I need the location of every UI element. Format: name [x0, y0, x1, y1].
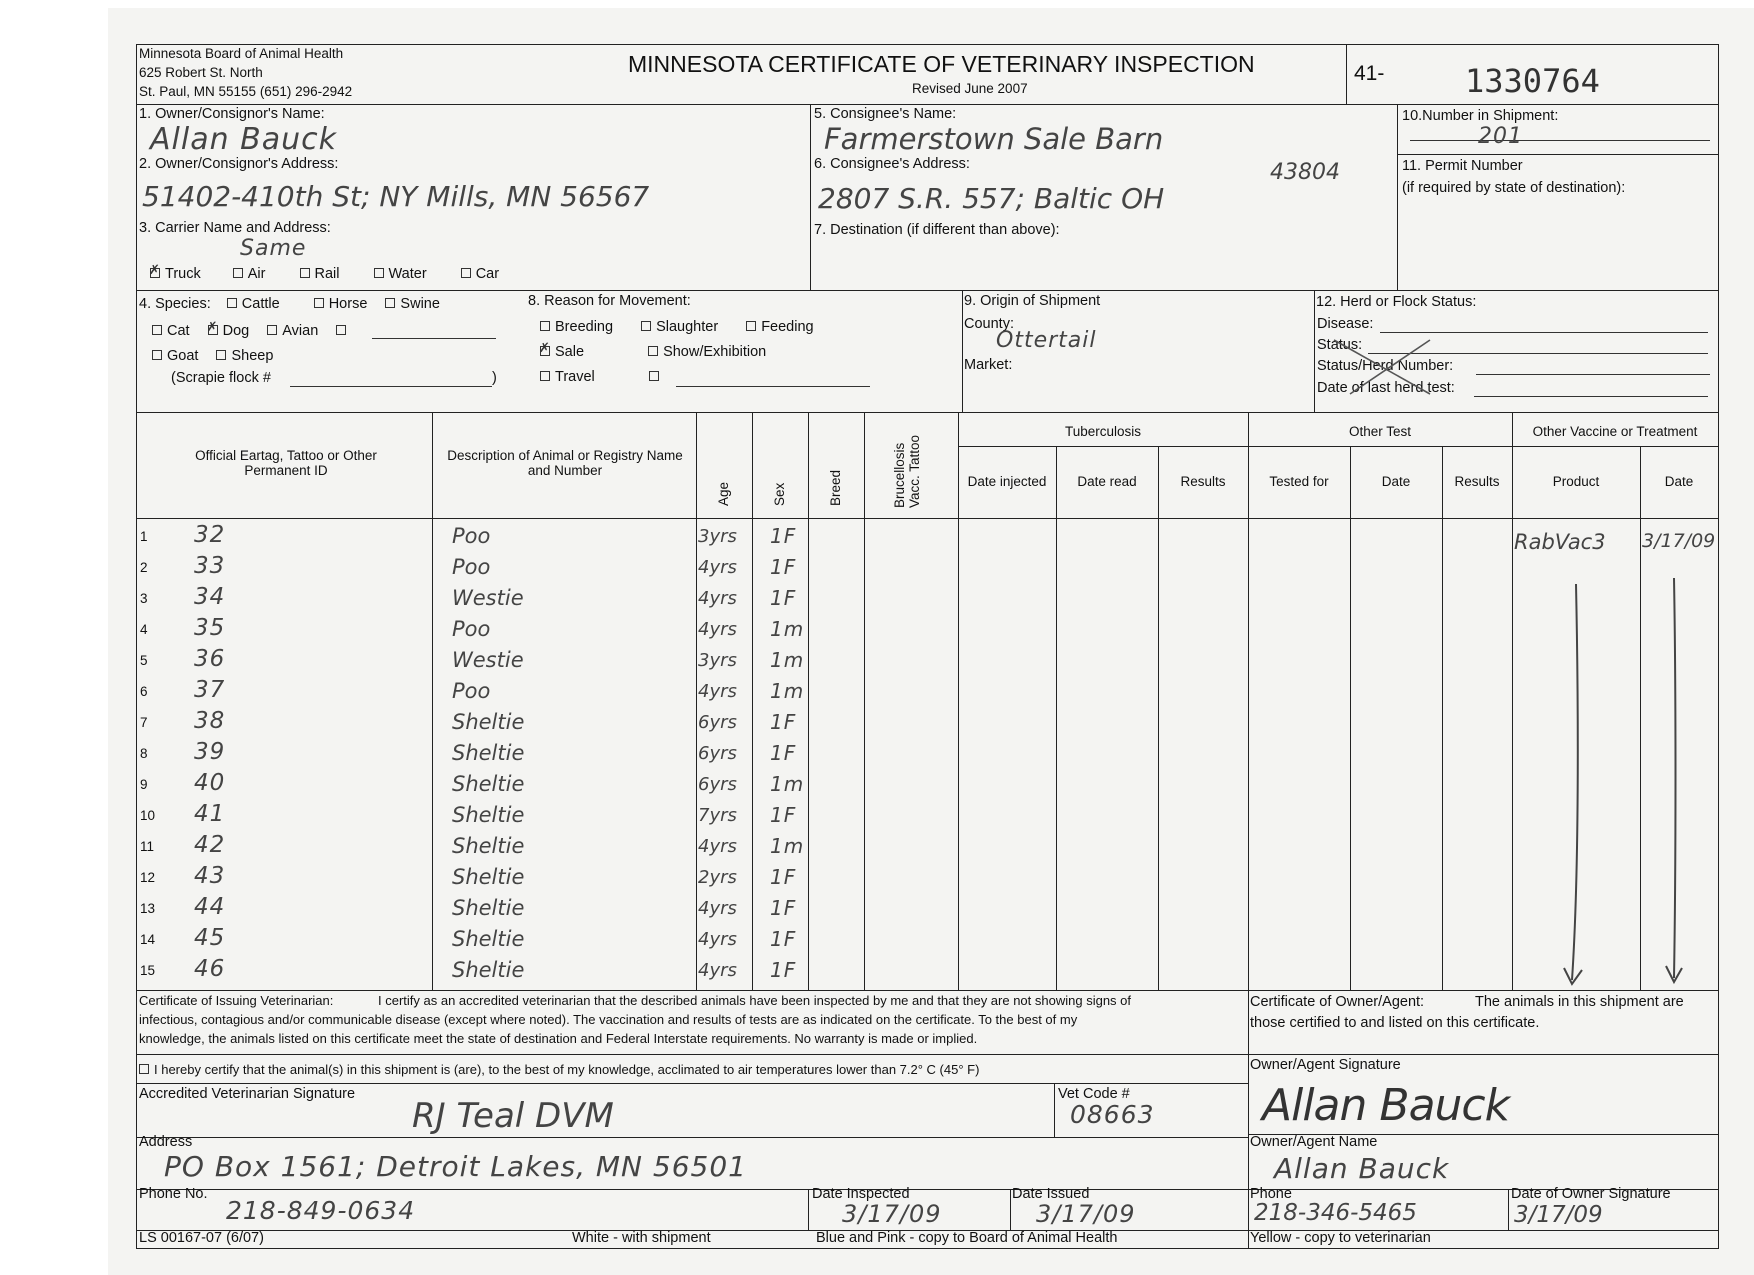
- vet-addr-divider: [136, 1137, 1248, 1138]
- vet-code-divider: [1054, 1083, 1055, 1137]
- carrier-label: 3. Carrier Name and Address:: [139, 220, 331, 236]
- row-description: Sheltie: [452, 803, 525, 827]
- feeding-label: Feeding: [761, 319, 814, 335]
- permit-label: 11. Permit Number: [1402, 158, 1523, 174]
- swine-label: Swine: [400, 296, 440, 312]
- transport-car[interactable]: [461, 266, 499, 282]
- owner-signature: Allan Bauck: [1262, 1080, 1510, 1131]
- table-row: [136, 892, 1718, 923]
- checkbox-truck[interactable]: [150, 268, 160, 278]
- owner-date-divider: [1508, 1189, 1509, 1230]
- revised-date: Revised June 2007: [912, 81, 1028, 96]
- owner-name-value: Allan Bauck: [150, 122, 337, 157]
- row-age: 4yrs: [698, 929, 737, 950]
- row-number: 11: [140, 839, 155, 854]
- owner-phone-value: 218-346-5465: [1254, 1200, 1417, 1226]
- board-street: 625 Robert St. North: [139, 65, 263, 80]
- checkbox-cat[interactable]: [152, 325, 162, 335]
- cattle-label: Cattle: [241, 296, 280, 312]
- row-id: 40: [194, 770, 226, 796]
- car-label: Car: [475, 266, 500, 282]
- col-header-breed: Breed: [828, 469, 843, 506]
- row-number: 12: [140, 870, 156, 885]
- checkbox-rail[interactable]: [300, 268, 310, 278]
- row-age: 4yrs: [698, 619, 737, 640]
- acclimated-text: I hereby certify that the animal(s) in this shipment is (are), to the best of my knowledge, acclimated to air temperatures lower than 7.2° C (45° F): [154, 1062, 980, 1077]
- row-id: 39: [194, 739, 226, 765]
- species-row-2: [152, 323, 351, 339]
- board-name: Minnesota Board of Animal Health: [139, 46, 344, 61]
- reason-slaughter[interactable]: [641, 319, 718, 335]
- row-id: 44: [194, 894, 226, 920]
- date-issued-divider: [1010, 1189, 1011, 1230]
- col-divider-4: [1314, 290, 1315, 412]
- row-number: 6: [140, 684, 148, 699]
- reason-row-3: [540, 369, 664, 385]
- table-row: [136, 830, 1718, 861]
- checkbox-sheep[interactable]: [216, 350, 226, 360]
- col-header-id: Official Eartag, Tattoo or Other Permanent ID: [195, 448, 377, 478]
- consignee-name-label: 5. Consignee's Name:: [814, 106, 957, 122]
- col-header-other-date: Date: [1381, 474, 1411, 489]
- transport-water[interactable]: [374, 266, 427, 282]
- dog-label: Dog: [222, 323, 250, 339]
- row-number: 7: [140, 715, 148, 730]
- shipment-count-label: 10.Number in Shipment:: [1402, 108, 1559, 124]
- herd-number-line: [1476, 374, 1710, 375]
- table-row: [136, 675, 1718, 706]
- cert-prefix: 41-: [1354, 62, 1385, 85]
- col-header-brucellosis: Brucellosis Vacc. Tattoo: [892, 434, 922, 508]
- row-age: 4yrs: [698, 557, 737, 578]
- table-row: [136, 613, 1718, 644]
- col-header-other-results: Results: [1454, 474, 1500, 489]
- vet-signature: RJ Teal DVM: [412, 1096, 614, 1136]
- owner-certificate-text-1: The animals in this shipment are: [1475, 994, 1684, 1010]
- species-other[interactable]: [336, 323, 351, 339]
- row-sex: 1m: [770, 648, 805, 672]
- board-city-phone: St. Paul, MN 55155 (651) 296-2942: [139, 84, 353, 99]
- transport-options: [150, 266, 499, 282]
- vet-certificate-text-3: knowledge, the animals listed on this certificate meet the state of destination and Federal Interstate requirements. No warranty is made or implied.: [139, 1031, 978, 1046]
- row-age: 4yrs: [698, 836, 737, 857]
- copy-blue-note: Blue and Pink - copy to Board of Animal Health: [816, 1230, 1118, 1246]
- row-id: 42: [194, 832, 226, 858]
- col-header-sex: Sex: [772, 482, 787, 506]
- water-label: Water: [388, 266, 427, 282]
- herd-strike-mark: [1330, 334, 1440, 404]
- species-horse[interactable]: [314, 296, 368, 312]
- row-sex: 1m: [770, 617, 805, 641]
- vet-certificate-text-2: infectious, contagious and/or communicable disease (except where noted). The vaccination and results of tests are as indicated on the certificate. To the best of my: [139, 1012, 1078, 1027]
- row-id: 34: [194, 584, 226, 610]
- horse-label: Horse: [328, 296, 368, 312]
- row-description: Poo: [452, 617, 491, 641]
- reason-row-2: [540, 344, 766, 360]
- row-number: 2: [140, 560, 148, 575]
- table-row: [136, 644, 1718, 675]
- scrapie-close: ): [492, 370, 497, 386]
- transport-rail[interactable]: [300, 266, 340, 282]
- transport-truck[interactable]: [150, 266, 201, 282]
- scrapie-line: [290, 386, 492, 387]
- vet-code-value: 08663: [1070, 1100, 1155, 1129]
- row-age: 6yrs: [698, 743, 737, 764]
- vet-sig-divider: [136, 1083, 1248, 1084]
- owner-date-value: 3/17/09: [1514, 1202, 1603, 1228]
- checkbox-sale[interactable]: [540, 346, 550, 356]
- row-sex: 1m: [770, 834, 805, 858]
- herd-disease-label: Disease:: [1317, 316, 1374, 332]
- checkbox-show[interactable]: [648, 346, 658, 356]
- header-divider: [1346, 44, 1347, 104]
- checkbox-avian[interactable]: [267, 325, 277, 335]
- row-id: 43: [194, 863, 226, 889]
- row-sex: 1F: [770, 555, 797, 579]
- row-description: Sheltie: [452, 710, 525, 734]
- row-sex: 1F: [770, 927, 797, 951]
- vet-address-label: Address: [139, 1134, 193, 1150]
- herd-last-test-line: [1474, 396, 1708, 397]
- row-description: Poo: [452, 524, 491, 548]
- species-cat[interactable]: [152, 323, 190, 339]
- col-header-product: Product: [1552, 474, 1600, 489]
- market-label: Market:: [964, 357, 1013, 373]
- rail-label: Rail: [314, 266, 340, 282]
- row-description: Poo: [452, 555, 491, 579]
- header-bottom: [136, 104, 1718, 105]
- shipment-count-line: [1410, 140, 1710, 141]
- tb-subheader-line: [958, 446, 1718, 447]
- reason-show[interactable]: [648, 344, 766, 360]
- cat-label: Cat: [167, 323, 190, 339]
- owner-sig-divider: [1248, 1054, 1718, 1055]
- consignee-name-value: Farmerstown Sale Barn: [824, 122, 1164, 156]
- page-title: MINNESOTA CERTIFICATE OF VETERINARY INSPECTION: [628, 51, 1255, 77]
- col-header-tb-read: Date read: [1077, 474, 1137, 489]
- vet-certificate-label: Certificate of Issuing Veterinarian:: [139, 993, 334, 1008]
- col-divider-2: [1397, 104, 1398, 290]
- checkbox-travel[interactable]: [540, 371, 550, 381]
- row-sex: 1F: [770, 958, 797, 982]
- sheep-label: Sheep: [231, 348, 274, 364]
- goat-label: Goat: [167, 348, 199, 364]
- checkbox-other-species[interactable]: [336, 325, 346, 335]
- row-id: 45: [194, 925, 226, 951]
- table-row: [136, 737, 1718, 768]
- col-header-tested-for: Tested for: [1269, 474, 1329, 489]
- row-description: Sheltie: [452, 958, 525, 982]
- row-sex: 1F: [770, 741, 797, 765]
- row-number: 14: [140, 932, 156, 947]
- row-number: 5: [140, 653, 148, 668]
- row-description: Sheltie: [452, 927, 525, 951]
- date-issued-label: Date Issued: [1012, 1186, 1090, 1202]
- col-header-desc: Description of Animal or Registry Name and Number: [447, 448, 683, 478]
- row-sex: 1m: [770, 679, 805, 703]
- form-number: LS 00167-07 (6/07): [139, 1230, 264, 1246]
- other-species-line: [372, 338, 496, 339]
- row-number: 15: [140, 963, 156, 978]
- row-description: Sheltie: [452, 834, 525, 858]
- date-issued-value: 3/17/09: [1036, 1200, 1136, 1228]
- owner-address-value: 51402-410th St; NY Mills, MN 56567: [142, 180, 650, 213]
- species-cattle[interactable]: [227, 296, 280, 312]
- county-label: County:: [964, 316, 1014, 332]
- origin-label: 9. Origin of Shipment: [964, 293, 1101, 309]
- herd-status-field-label: Status:: [1317, 337, 1363, 353]
- acclimated-option[interactable]: [139, 1062, 979, 1077]
- reason-sale[interactable]: [540, 344, 584, 360]
- table-row: [136, 799, 1718, 830]
- carrier-value: Same: [240, 236, 307, 261]
- reason-row-1: [540, 319, 814, 335]
- row-description: Sheltie: [452, 741, 525, 765]
- col-header-tb-injected: Date injected: [967, 474, 1047, 489]
- row-age: 4yrs: [698, 588, 737, 609]
- checkbox-cattle[interactable]: [227, 298, 237, 308]
- vet-phone-value: 218-849-0634: [226, 1196, 416, 1225]
- row-sex: 1F: [770, 865, 797, 889]
- vet-code-label: Vet Code #: [1058, 1086, 1130, 1102]
- vet-certificate-text-1: I certify as an accredited veterinarian that the described animals have been inspected by me and that they are not showing signs of: [378, 993, 1131, 1008]
- col-header-vaccine-date: Date: [1664, 474, 1694, 489]
- row-id: 32: [194, 522, 226, 548]
- owner-address-label: 2. Owner/Consignor's Address:: [139, 156, 339, 172]
- row-number: 1: [140, 529, 148, 544]
- owner-agent-name-label: Owner/Agent Name: [1250, 1134, 1378, 1150]
- col-divider-3: [962, 290, 963, 412]
- row-age: 3yrs: [698, 526, 737, 547]
- table-row: [136, 923, 1718, 954]
- row-description: Sheltie: [452, 896, 525, 920]
- frame-top: [136, 44, 1718, 45]
- species-dog[interactable]: [208, 323, 250, 339]
- row-id: 36: [194, 646, 226, 672]
- shipment-divider: [1397, 154, 1718, 155]
- slaughter-label: Slaughter: [656, 319, 719, 335]
- col-header-tb-results: Results: [1180, 474, 1226, 489]
- checkbox-dog[interactable]: [208, 325, 218, 335]
- row-description: Poo: [452, 679, 491, 703]
- species-sheep[interactable]: [216, 348, 273, 364]
- checkbox-car[interactable]: [461, 268, 471, 278]
- row-id: 33: [194, 553, 226, 579]
- owner-phone-label: Phone: [1250, 1186, 1292, 1202]
- vet-signature-label: Accredited Veterinarian Signature: [139, 1086, 356, 1102]
- row-sex: 1m: [770, 772, 805, 796]
- row-sex: 1F: [770, 524, 797, 548]
- owner-certificate-text-2: those certified to and listed on this certificate.: [1250, 1015, 1540, 1031]
- vaccine-date-value: 3/17/09: [1642, 530, 1716, 552]
- date-inspected-label: Date Inspected: [812, 1186, 910, 1202]
- row-description: Sheltie: [452, 772, 525, 796]
- row-sex: 1F: [770, 710, 797, 734]
- species-label: 4. Species:: [139, 296, 211, 312]
- cert-number: 1330764: [1465, 62, 1600, 100]
- checkbox-swine[interactable]: [385, 298, 395, 308]
- scrapie-label: (Scrapie flock #: [171, 370, 271, 386]
- travel-label: Travel: [555, 369, 595, 385]
- reason-travel[interactable]: [540, 369, 595, 385]
- row-id: 46: [194, 956, 226, 982]
- date-inspected-divider: [808, 1189, 809, 1230]
- row-number: 8: [140, 746, 148, 761]
- col-header-age: Age: [716, 481, 731, 506]
- checkbox-acclimated[interactable]: [139, 1064, 149, 1074]
- section-divider-2: [136, 412, 1718, 413]
- row-age: 4yrs: [698, 960, 737, 981]
- checkbox-horse[interactable]: [314, 298, 324, 308]
- vaccine-product-value: RabVac3: [1514, 530, 1606, 554]
- row-id: 41: [194, 801, 226, 827]
- vet-address-value: PO Box 1561; Detroit Lakes, MN 56501: [164, 1150, 747, 1183]
- checkbox-breeding[interactable]: [540, 321, 550, 331]
- species-row-3: [152, 348, 273, 364]
- consignee-address-value: 2807 S.R. 557; Baltic OH: [818, 182, 1165, 215]
- herd-last-test-label: Date of last herd test:: [1317, 380, 1455, 396]
- reason-label: 8. Reason for Movement:: [528, 293, 691, 309]
- ditto-arrows: [1500, 560, 1720, 1000]
- table-row: [136, 954, 1718, 985]
- row-number: 10: [140, 808, 156, 823]
- row-sex: 1F: [770, 803, 797, 827]
- checkbox-air[interactable]: [233, 268, 243, 278]
- reason-feeding[interactable]: [746, 319, 813, 335]
- species-goat[interactable]: [152, 348, 198, 364]
- transport-air[interactable]: [233, 266, 266, 282]
- owner-certificate-label: Certificate of Owner/Agent:: [1250, 994, 1425, 1010]
- row-age: 4yrs: [698, 681, 737, 702]
- table-row: [136, 768, 1718, 799]
- row-age: 4yrs: [698, 898, 737, 919]
- avian-label: Avian: [282, 323, 319, 339]
- row-number: 9: [140, 777, 148, 792]
- col-divider-1: [810, 104, 811, 290]
- owner-name-label: 1. Owner/Consignor's Name:: [139, 106, 325, 122]
- table-row: [136, 706, 1718, 737]
- row-age: 2yrs: [698, 867, 737, 888]
- reason-breeding[interactable]: [540, 319, 613, 335]
- section-divider-1: [136, 290, 1718, 291]
- row-description: Westie: [452, 586, 524, 610]
- destination-label: 7. Destination (if different than above):: [814, 222, 1060, 238]
- table-row: [136, 582, 1718, 613]
- row-id: 37: [194, 677, 226, 703]
- sale-label: Sale: [555, 344, 585, 360]
- row-description: Sheltie: [452, 865, 525, 889]
- truck-label: Truck: [165, 266, 201, 282]
- other-reason-line: [676, 386, 870, 387]
- row-age: 6yrs: [698, 712, 737, 733]
- col-header-vaccine: Other Vaccine or Treatment: [1532, 424, 1698, 439]
- table-header-bottom: [136, 518, 1718, 519]
- herd-number-label: Status/Herd Number:: [1317, 358, 1454, 374]
- row-id: 38: [194, 708, 226, 734]
- species-row-1: [139, 296, 440, 312]
- species-swine[interactable]: [385, 296, 440, 312]
- checkbox-other-reason[interactable]: [649, 371, 659, 381]
- county-value: Ottertail: [996, 328, 1097, 353]
- owner-signature-label: Owner/Agent Signature: [1250, 1057, 1401, 1073]
- checkbox-slaughter[interactable]: [641, 321, 651, 331]
- table-row: [136, 861, 1718, 892]
- table-row: [136, 520, 1718, 551]
- shipment-count-value: 201: [1478, 124, 1523, 149]
- checkbox-goat[interactable]: [152, 350, 162, 360]
- air-label: Air: [247, 266, 266, 282]
- row-number: 4: [140, 622, 148, 637]
- checkbox-feeding[interactable]: [746, 321, 756, 331]
- frame-bottom: [136, 1248, 1718, 1249]
- reason-other[interactable]: [649, 369, 664, 385]
- species-avian[interactable]: [267, 323, 318, 339]
- vet-phone-label: Phone No.: [139, 1186, 208, 1202]
- show-label: Show/Exhibition: [663, 344, 767, 360]
- col-header-other-test: Other Test: [1348, 424, 1412, 439]
- date-inspected-value: 3/17/09: [842, 1200, 942, 1228]
- row-number: 13: [140, 901, 156, 916]
- row-sex: 1F: [770, 896, 797, 920]
- herd-status-label: 12. Herd or Flock Status:: [1316, 294, 1477, 310]
- consignee-zip-value: 43804: [1270, 160, 1340, 185]
- permit-sublabel: (if required by state of destination):: [1402, 180, 1626, 196]
- row-age: 7yrs: [698, 805, 737, 826]
- owner-date-label: Date of Owner Signature: [1511, 1186, 1671, 1202]
- acclimate-divider: [136, 1054, 1248, 1055]
- checkbox-water[interactable]: [374, 268, 384, 278]
- row-sex: 1F: [770, 586, 797, 610]
- table-row: [136, 551, 1718, 582]
- row-age: 6yrs: [698, 774, 737, 795]
- row-age: 3yrs: [698, 650, 737, 671]
- col-header-tb: Tuberculosis: [1064, 424, 1142, 439]
- row-number: 3: [140, 591, 148, 606]
- breeding-label: Breeding: [555, 319, 614, 335]
- row-description: Westie: [452, 648, 524, 672]
- row-id: 35: [194, 615, 226, 641]
- herd-disease-line: [1380, 332, 1708, 333]
- table-bottom: [136, 990, 1718, 991]
- copy-yellow-note: Yellow - copy to veterinarian: [1250, 1230, 1431, 1246]
- owner-agent-name-value: Allan Bauck: [1274, 1152, 1450, 1185]
- copy-white-note: White - with shipment: [572, 1230, 711, 1246]
- consignee-address-label: 6. Consignee's Address:: [814, 156, 970, 172]
